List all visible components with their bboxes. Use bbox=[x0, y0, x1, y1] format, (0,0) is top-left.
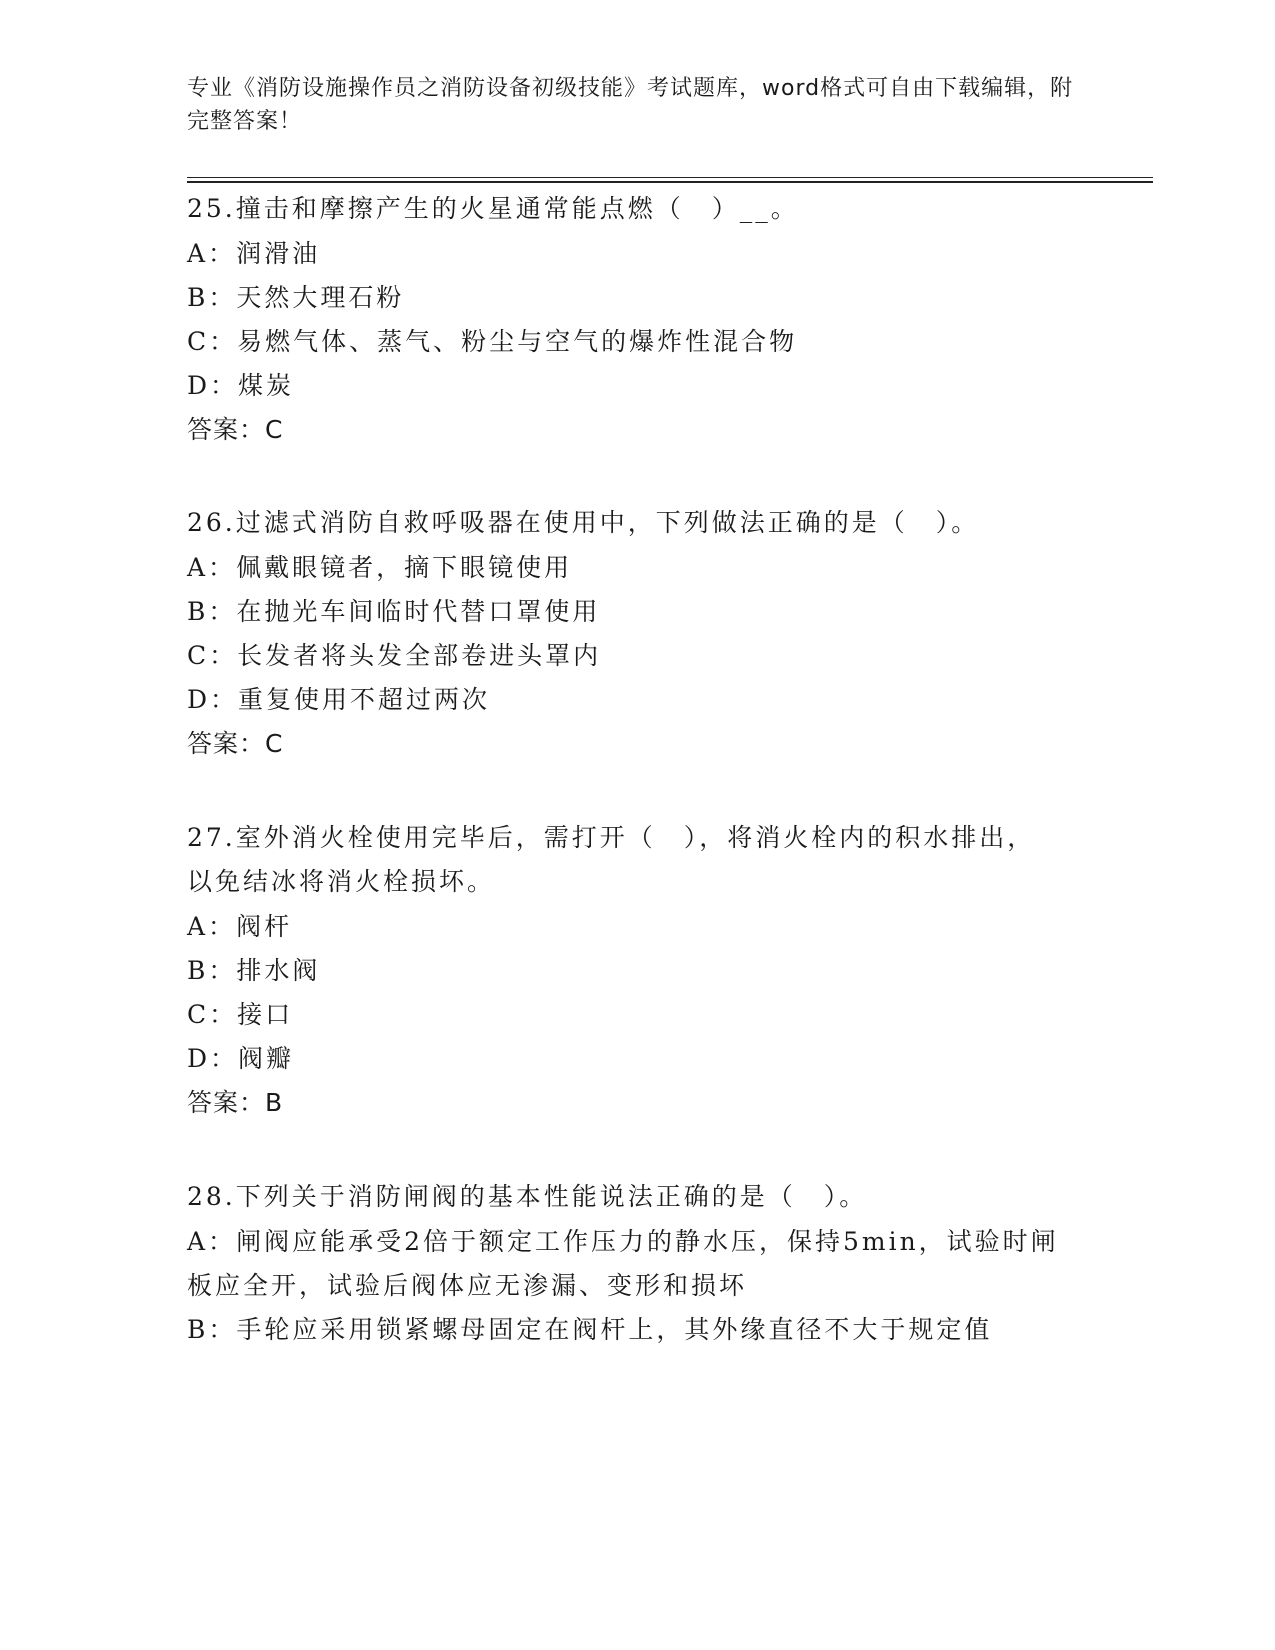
option-text: 天然大理石粉 bbox=[236, 283, 405, 312]
question-text: 室外消火栓使用完毕后，需打开（ ），将消火栓内的积水排出， bbox=[235, 823, 1036, 852]
option-key: A： bbox=[187, 553, 237, 582]
option-text: 煤炭 bbox=[238, 371, 295, 400]
header-divider-thin bbox=[187, 177, 1153, 178]
question-26-option-a bbox=[187, 552, 572, 584]
question-25-option-a bbox=[187, 238, 320, 270]
option-key: A： bbox=[187, 1227, 237, 1256]
option-key: B： bbox=[187, 283, 237, 312]
question-26-option-d bbox=[187, 684, 490, 716]
question-28-stem bbox=[187, 1181, 867, 1213]
option-text: 闸阀应能承受2倍于额定工作压力的静水压，保持5min，试验时闸 bbox=[236, 1227, 1059, 1256]
question-26-stem bbox=[187, 507, 979, 539]
option-key: C： bbox=[187, 641, 238, 670]
option-key: C： bbox=[187, 1000, 238, 1029]
question-25-option-d bbox=[187, 370, 294, 402]
question-28-option-a-continued: 板应全开，试验后阀体应无渗漏、变形和损坏 bbox=[187, 1271, 748, 1300]
option-key: A： bbox=[187, 239, 237, 268]
document-intro: 专业《消防设施操作员之消防设备初级技能》考试题库，word格式可自由下载编辑，附完整答案！ bbox=[187, 76, 1074, 134]
question-25-option-c bbox=[187, 326, 797, 358]
question-27-stem-continued: 以免结冰将消火栓损坏。 bbox=[187, 867, 496, 896]
question-26-option-c bbox=[187, 640, 601, 672]
option-key: B： bbox=[187, 597, 237, 626]
option-text: 阀杆 bbox=[236, 912, 293, 941]
question-number: 27. bbox=[187, 823, 236, 852]
question-25-stem bbox=[187, 193, 799, 225]
question-number: 25. bbox=[187, 194, 236, 223]
option-key: D： bbox=[187, 1044, 239, 1073]
question-text: 撞击和摩擦产生的火星通常能点燃（ ）__。 bbox=[235, 194, 799, 223]
option-text: 长发者将头发全部卷进头罩内 bbox=[237, 641, 602, 670]
question-25-option-b bbox=[187, 282, 404, 314]
question-26-answer: 答案：C bbox=[187, 729, 284, 758]
question-25-answer: 答案：C bbox=[187, 415, 284, 444]
header-divider-thick bbox=[187, 181, 1153, 183]
option-text: 排水阀 bbox=[236, 956, 321, 985]
option-key: D： bbox=[187, 685, 239, 714]
option-key: B： bbox=[187, 1315, 237, 1344]
question-28-option-a bbox=[187, 1226, 1059, 1258]
question-27-option-c bbox=[187, 999, 293, 1031]
question-27-option-a bbox=[187, 911, 292, 943]
option-text: 在抛光车间临时代替口罩使用 bbox=[236, 597, 601, 626]
option-text: 重复使用不超过两次 bbox=[238, 685, 491, 714]
question-26-option-b bbox=[187, 596, 600, 628]
option-text: 阀瓣 bbox=[238, 1044, 295, 1073]
question-27-answer: 答案：B bbox=[187, 1088, 284, 1117]
option-text: 易燃气体、蒸气、粉尘与空气的爆炸性混合物 bbox=[237, 327, 798, 356]
option-key: C： bbox=[187, 327, 238, 356]
question-28-option-b bbox=[187, 1314, 992, 1346]
question-27-stem bbox=[187, 822, 1035, 854]
question-number: 28. bbox=[187, 1182, 236, 1211]
option-text: 接口 bbox=[237, 1000, 294, 1029]
question-text: 下列关于消防闸阀的基本性能说法正确的是（ ）。 bbox=[235, 1182, 868, 1211]
question-text: 过滤式消防自救呼吸器在使用中，下列做法正确的是（ ）。 bbox=[235, 508, 980, 537]
option-text: 手轮应采用锁紧螺母固定在阀杆上，其外缘直径不大于规定值 bbox=[236, 1315, 993, 1344]
question-number: 26. bbox=[187, 508, 236, 537]
question-27-option-b bbox=[187, 955, 320, 987]
option-key: A： bbox=[187, 912, 237, 941]
option-text: 润滑油 bbox=[236, 239, 321, 268]
question-27-option-d bbox=[187, 1043, 294, 1075]
option-key: D： bbox=[187, 371, 239, 400]
option-key: B： bbox=[187, 956, 237, 985]
option-text: 佩戴眼镜者，摘下眼镜使用 bbox=[236, 553, 573, 582]
